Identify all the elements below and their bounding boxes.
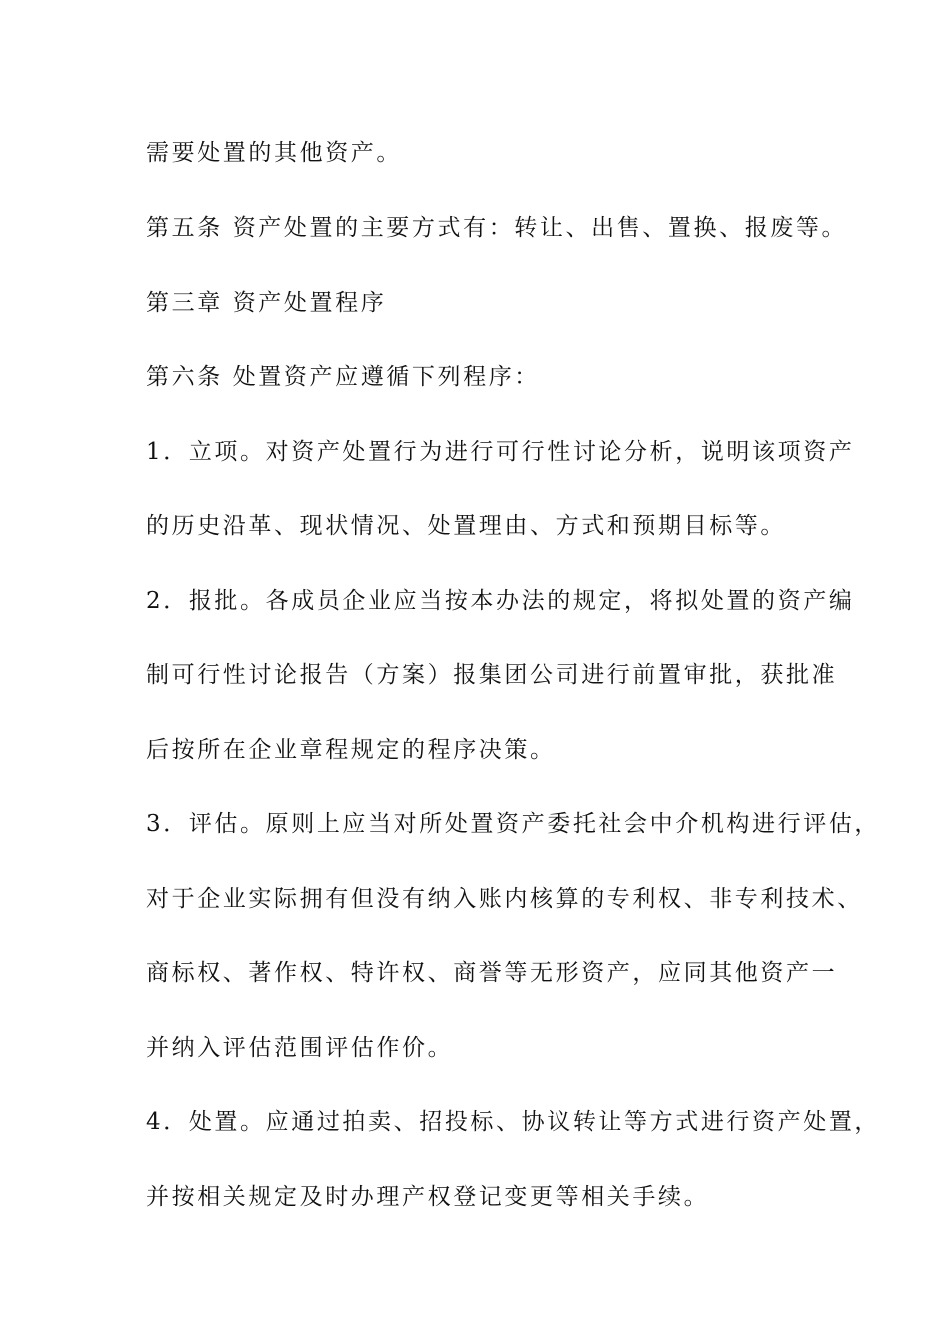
step-3-evaluation-line-4: 并纳入评估范围评估作价。 — [146, 1035, 454, 1061]
step-4-disposal-line-2: 并按相关规定及时办理产权登记变更等相关手续。 — [146, 1184, 710, 1210]
step-1-approval-line-1: 1．立项。对资产处置行为进行可行性讨论分析，说明该项资产 — [146, 439, 855, 465]
article-5-disposal-methods: 第五条 资产处置的主要方式有：转让、出售、置换、报废等。 — [146, 215, 848, 241]
step-2-report-line-1: 2．报批。各成员企业应当按本办法的规定，将拟处置的资产编 — [146, 588, 855, 614]
text-line-other-assets: 需要处置的其他资产。 — [146, 140, 402, 166]
step-2-report-line-3: 后按所在企业章程规定的程序决策。 — [146, 737, 556, 763]
step-4-disposal-line-1: 4．处置。应通过拍卖、招投标、协议转让等方式进行资产处置， — [146, 1109, 881, 1135]
chapter-3-heading: 第三章 资产处置程序 — [146, 290, 387, 316]
step-2-report-line-2: 制可行性讨论报告（方案）报集团公司进行前置审批，获批准 — [146, 662, 838, 688]
step-1-approval-line-2: 的历史沿革、现状情况、处置理由、方式和预期目标等。 — [146, 513, 786, 539]
article-6-procedure: 第六条 处置资产应遵循下列程序： — [146, 364, 540, 390]
step-3-evaluation-line-3: 商标权、著作权、特许权、商誉等无形资产，应同其他资产一 — [146, 960, 838, 986]
step-3-evaluation-line-1: 3．评估。原则上应当对所处置资产委托社会中介机构进行评估， — [146, 811, 881, 837]
step-3-evaluation-line-2: 对于企业实际拥有但没有纳入账内核算的专利权、非专利技术、 — [146, 886, 863, 912]
